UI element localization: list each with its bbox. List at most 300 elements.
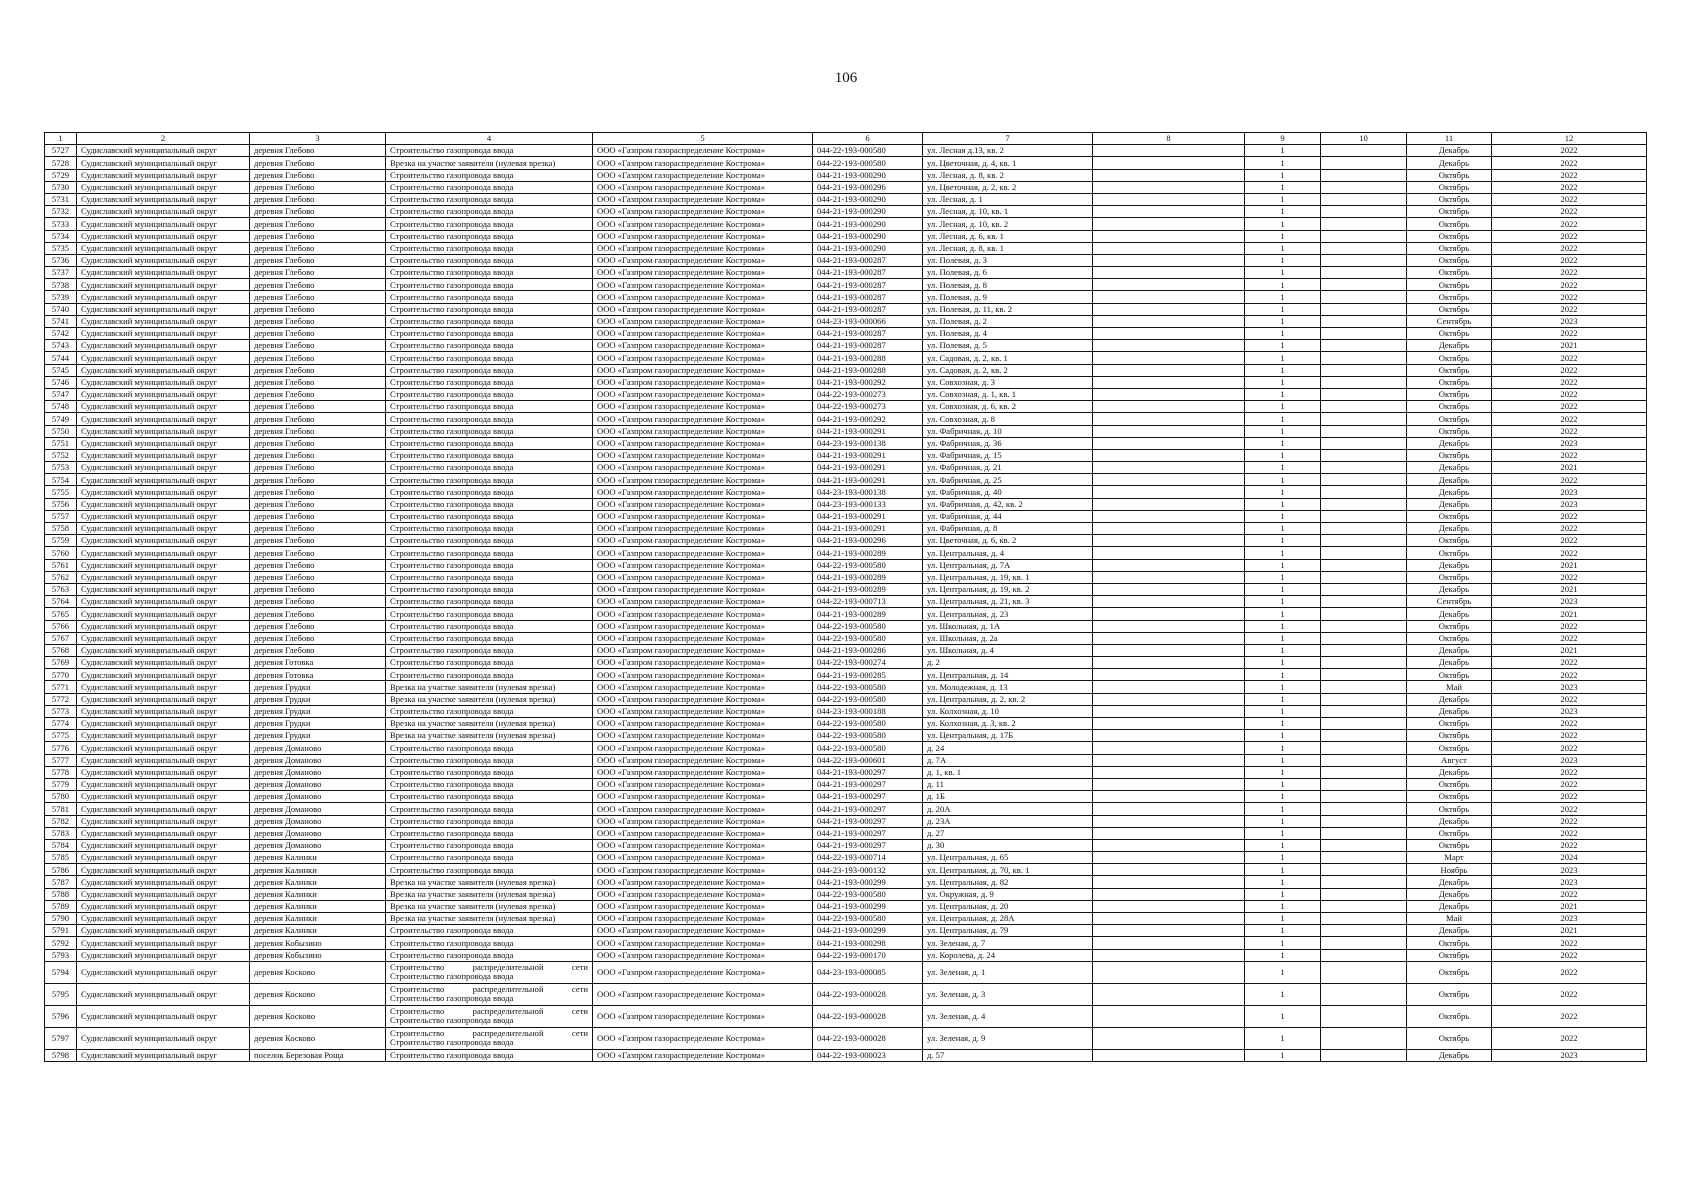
organization-cell: ООО «Газпром газораспределение Кострома»: [593, 827, 813, 839]
settlement-cell: деревня Калинки: [250, 925, 386, 937]
row-number-cell: 5760: [45, 547, 77, 559]
column-10-cell: [1321, 376, 1407, 388]
table-row: [45, 583, 1647, 595]
column-10-cell: [1321, 718, 1407, 730]
organization-cell: ООО «Газпром газораспределение Кострома»: [593, 303, 813, 315]
column-10-cell: [1321, 437, 1407, 449]
quantity-cell: 1: [1245, 328, 1321, 340]
work-type-cell: Строительство газопровода ввода: [386, 315, 593, 327]
month-cell: Март: [1407, 852, 1492, 864]
year-cell: 2023: [1492, 498, 1647, 510]
work-type-cell: Строительство газопровода ввода: [386, 242, 593, 254]
column-10-cell: [1321, 315, 1407, 327]
work-type-cell: Строительство газопровода ввода: [386, 425, 593, 437]
table-row: [45, 815, 1647, 827]
row-number-cell: 5755: [45, 486, 77, 498]
column-10-cell: [1321, 230, 1407, 242]
column-8-cell: [1093, 608, 1245, 620]
column-10-cell: [1321, 328, 1407, 340]
organization-cell: ООО «Газпром газораспределение Кострома»: [593, 535, 813, 547]
quantity-cell: 1: [1245, 425, 1321, 437]
column-8-cell: [1093, 983, 1245, 1005]
column-8-cell: [1093, 888, 1245, 900]
settlement-cell: деревня Глебово: [250, 437, 386, 449]
column-10-cell: [1321, 267, 1407, 279]
row-number-cell: 5768: [45, 644, 77, 656]
table-row: [45, 718, 1647, 730]
year-cell: 2022: [1492, 279, 1647, 291]
row-number-cell: 5747: [45, 388, 77, 400]
quantity-cell: 1: [1245, 291, 1321, 303]
address-cell: ул. Окружная, д. 9: [923, 888, 1093, 900]
organization-cell: ООО «Газпром газораспределение Кострома»: [593, 328, 813, 340]
municipality-cell: Судиславский муниципальный округ: [77, 145, 250, 157]
table-row: [45, 888, 1647, 900]
work-type-cell: Врезка на участке заявителя (нулевая врезка): [386, 730, 593, 742]
address-cell: ул. Центральная, д. 21, кв. 3: [923, 596, 1093, 608]
row-number-cell: 5790: [45, 913, 77, 925]
column-10-cell: [1321, 352, 1407, 364]
column-header: 1: [45, 133, 77, 145]
quantity-cell: 1: [1245, 583, 1321, 595]
column-8-cell: [1093, 413, 1245, 425]
row-number-cell: 5754: [45, 474, 77, 486]
address-cell: ул. Фабричная, д. 15: [923, 449, 1093, 461]
contract-number-cell: 044-21-193-000289: [813, 547, 923, 559]
month-cell: Октябрь: [1407, 571, 1492, 583]
municipality-cell: Судиславский муниципальный округ: [77, 632, 250, 644]
year-cell: 2022: [1492, 352, 1647, 364]
address-cell: ул. Молодежная, д. 13: [923, 681, 1093, 693]
work-type-cell: Строительство газопровода ввода: [386, 388, 593, 400]
settlement-cell: деревня Глебово: [250, 230, 386, 242]
column-10-cell: [1321, 754, 1407, 766]
contract-number-cell: 044-21-193-000288: [813, 352, 923, 364]
work-type-cell: Строительство газопровода ввода: [386, 267, 593, 279]
column-8-cell: [1093, 218, 1245, 230]
quantity-cell: 1: [1245, 608, 1321, 620]
organization-cell: ООО «Газпром газораспределение Кострома»: [593, 608, 813, 620]
column-10-cell: [1321, 474, 1407, 486]
address-cell: ул. Центральная, д. 4: [923, 547, 1093, 559]
address-cell: ул. Королева, д. 24: [923, 949, 1093, 961]
year-cell: 2023: [1492, 876, 1647, 888]
month-cell: Октябрь: [1407, 1027, 1492, 1049]
municipality-cell: Судиславский муниципальный округ: [77, 827, 250, 839]
organization-cell: ООО «Газпром газораспределение Кострома»: [593, 425, 813, 437]
year-cell: 2021: [1492, 559, 1647, 571]
row-number-cell: 5792: [45, 937, 77, 949]
contract-number-cell: 044-22-193-000714: [813, 852, 923, 864]
address-cell: ул. Зеленая, д. 4: [923, 1005, 1093, 1027]
quantity-cell: 1: [1245, 1005, 1321, 1027]
column-10-cell: [1321, 279, 1407, 291]
work-type-cell: Строительство газопровода ввода: [386, 449, 593, 461]
municipality-cell: Судиславский муниципальный округ: [77, 437, 250, 449]
organization-cell: ООО «Газпром газораспределение Кострома»: [593, 1027, 813, 1049]
column-header: 3: [250, 133, 386, 145]
work-type-cell: Строительство газопровода ввода: [386, 937, 593, 949]
month-cell: Октябрь: [1407, 620, 1492, 632]
table-row: [45, 498, 1647, 510]
settlement-cell: деревня Грудки: [250, 730, 386, 742]
year-cell: 2022: [1492, 510, 1647, 522]
table-row: [45, 827, 1647, 839]
contract-number-cell: 044-21-193-000290: [813, 218, 923, 230]
work-type-cell: Врезка на участке заявителя (нулевая врезка): [386, 876, 593, 888]
year-cell: 2022: [1492, 169, 1647, 181]
month-cell: Октябрь: [1407, 449, 1492, 461]
work-type-cell: Врезка на участке заявителя (нулевая врезка): [386, 913, 593, 925]
column-header: 5: [593, 133, 813, 145]
row-number-cell: 5750: [45, 425, 77, 437]
municipality-cell: Судиславский муниципальный округ: [77, 413, 250, 425]
address-cell: ул. Центральная, д. 28А: [923, 913, 1093, 925]
row-number-cell: 5731: [45, 193, 77, 205]
year-cell: 2023: [1492, 864, 1647, 876]
month-cell: Декабрь: [1407, 559, 1492, 571]
month-cell: Октябрь: [1407, 254, 1492, 266]
organization-cell: ООО «Газпром газораспределение Кострома»: [593, 145, 813, 157]
year-cell: 2022: [1492, 376, 1647, 388]
table-row: [45, 413, 1647, 425]
row-number-cell: 5782: [45, 815, 77, 827]
year-cell: 2024: [1492, 852, 1647, 864]
organization-cell: ООО «Газпром газораспределение Кострома»: [593, 766, 813, 778]
municipality-cell: Судиславский муниципальный округ: [77, 791, 250, 803]
municipality-cell: Судиславский муниципальный округ: [77, 705, 250, 717]
contract-number-cell: 044-23-193-000138: [813, 437, 923, 449]
table-row: [45, 376, 1647, 388]
contract-number-cell: 044-21-193-000287: [813, 291, 923, 303]
table-row: [45, 961, 1647, 983]
year-cell: 2022: [1492, 242, 1647, 254]
municipality-cell: Судиславский муниципальный округ: [77, 498, 250, 510]
year-cell: 2022: [1492, 791, 1647, 803]
year-cell: 2023: [1492, 681, 1647, 693]
address-cell: ул. Школьная, д. 1А: [923, 620, 1093, 632]
column-8-cell: [1093, 254, 1245, 266]
column-8-cell: [1093, 644, 1245, 656]
organization-cell: ООО «Газпром газораспределение Кострома»: [593, 583, 813, 595]
municipality-cell: Судиславский муниципальный округ: [77, 644, 250, 656]
address-cell: ул. Центральная, д. 79: [923, 925, 1093, 937]
year-cell: 2022: [1492, 474, 1647, 486]
address-cell: ул. Центральная, д. 14: [923, 669, 1093, 681]
month-cell: Декабрь: [1407, 474, 1492, 486]
contract-number-cell: 044-21-193-000292: [813, 376, 923, 388]
column-8-cell: [1093, 1049, 1245, 1061]
quantity-cell: 1: [1245, 803, 1321, 815]
column-10-cell: [1321, 778, 1407, 790]
row-number-cell: 5774: [45, 718, 77, 730]
table-row: [45, 608, 1647, 620]
contract-number-cell: 044-21-193-000287: [813, 340, 923, 352]
municipality-cell: Судиславский муниципальный округ: [77, 254, 250, 266]
column-10-cell: [1321, 1049, 1407, 1061]
contract-number-cell: 044-21-193-000291: [813, 510, 923, 522]
address-cell: д. 2: [923, 657, 1093, 669]
column-10-cell: [1321, 547, 1407, 559]
row-number-cell: 5735: [45, 242, 77, 254]
year-cell: 2022: [1492, 425, 1647, 437]
work-type-cell: Строительство газопровода ввода: [386, 376, 593, 388]
contract-number-cell: 044-22-193-000274: [813, 657, 923, 669]
organization-cell: ООО «Газпром газораспределение Кострома»: [593, 983, 813, 1005]
contract-number-cell: 044-22-193-000580: [813, 620, 923, 632]
settlement-cell: деревня Глебово: [250, 644, 386, 656]
municipality-cell: Судиславский муниципальный округ: [77, 913, 250, 925]
column-8-cell: [1093, 852, 1245, 864]
row-number-cell: 5738: [45, 279, 77, 291]
organization-cell: ООО «Газпром газораспределение Кострома»: [593, 925, 813, 937]
quantity-cell: 1: [1245, 864, 1321, 876]
month-cell: Октябрь: [1407, 547, 1492, 559]
settlement-cell: деревня Калинки: [250, 876, 386, 888]
settlement-cell: деревня Глебово: [250, 510, 386, 522]
quantity-cell: 1: [1245, 1027, 1321, 1049]
column-10-cell: [1321, 791, 1407, 803]
quantity-cell: 1: [1245, 254, 1321, 266]
address-cell: ул. Фабричная, д. 36: [923, 437, 1093, 449]
column-10-cell: [1321, 852, 1407, 864]
work-type-cell: Строительство газопровода ввода: [386, 218, 593, 230]
month-cell: Сентябрь: [1407, 596, 1492, 608]
month-cell: Октябрь: [1407, 291, 1492, 303]
month-cell: Октябрь: [1407, 267, 1492, 279]
column-10-cell: [1321, 913, 1407, 925]
month-cell: Октябрь: [1407, 742, 1492, 754]
work-type-cell: Строительство газопровода ввода: [386, 413, 593, 425]
row-number-cell: 5733: [45, 218, 77, 230]
row-number-cell: 5745: [45, 364, 77, 376]
address-cell: ул. Колхозная, д. 3, кв. 2: [923, 718, 1093, 730]
column-8-cell: [1093, 303, 1245, 315]
address-cell: ул. Центральная, д. 82: [923, 876, 1093, 888]
settlement-cell: деревня Глебово: [250, 632, 386, 644]
row-number-cell: 5770: [45, 669, 77, 681]
column-10-cell: [1321, 742, 1407, 754]
table-row: [45, 230, 1647, 242]
quantity-cell: 1: [1245, 193, 1321, 205]
contract-number-cell: 044-21-193-000287: [813, 279, 923, 291]
column-8-cell: [1093, 742, 1245, 754]
work-type-cell: Строительство газопровода ввода: [386, 669, 593, 681]
column-10-cell: [1321, 596, 1407, 608]
contract-number-cell: 044-23-193-000138: [813, 486, 923, 498]
table-row: [45, 535, 1647, 547]
year-cell: 2021: [1492, 608, 1647, 620]
column-8-cell: [1093, 925, 1245, 937]
municipality-cell: Судиславский муниципальный округ: [77, 571, 250, 583]
work-type-cell: Строительство газопровода ввода: [386, 925, 593, 937]
quantity-cell: 1: [1245, 983, 1321, 1005]
address-cell: д. 27: [923, 827, 1093, 839]
address-cell: д. 30: [923, 839, 1093, 851]
quantity-cell: 1: [1245, 571, 1321, 583]
work-type-cell: Строительство газопровода ввода: [386, 535, 593, 547]
contract-number-cell: 044-21-193-000297: [813, 766, 923, 778]
organization-cell: ООО «Газпром газораспределение Кострома»: [593, 218, 813, 230]
work-type-cell: Строительство газопровода ввода: [386, 547, 593, 559]
column-8-cell: [1093, 376, 1245, 388]
row-number-cell: 5788: [45, 888, 77, 900]
column-8-cell: [1093, 815, 1245, 827]
municipality-cell: Судиславский муниципальный округ: [77, 983, 250, 1005]
column-8-cell: [1093, 486, 1245, 498]
address-cell: ул. Лесная, д. 10, кв. 2: [923, 218, 1093, 230]
column-10-cell: [1321, 608, 1407, 620]
column-8-cell: [1093, 791, 1245, 803]
address-cell: д. 1Б: [923, 791, 1093, 803]
row-number-cell: 5781: [45, 803, 77, 815]
settlement-cell: деревня Косково: [250, 1005, 386, 1027]
year-cell: 2022: [1492, 632, 1647, 644]
row-number-cell: 5789: [45, 900, 77, 912]
contract-number-cell: 044-22-193-000023: [813, 1049, 923, 1061]
municipality-cell: Судиславский муниципальный округ: [77, 401, 250, 413]
table-row: [45, 839, 1647, 851]
organization-cell: ООО «Газпром газораспределение Кострома»: [593, 730, 813, 742]
month-cell: Декабрь: [1407, 1049, 1492, 1061]
table-row: [45, 291, 1647, 303]
municipality-cell: Судиславский муниципальный округ: [77, 449, 250, 461]
organization-cell: ООО «Газпром газораспределение Кострома»: [593, 510, 813, 522]
year-cell: 2023: [1492, 705, 1647, 717]
quantity-cell: 1: [1245, 754, 1321, 766]
year-cell: 2022: [1492, 230, 1647, 242]
organization-cell: ООО «Газпром газораспределение Кострома»: [593, 937, 813, 949]
table-row: [45, 559, 1647, 571]
municipality-cell: Судиславский муниципальный округ: [77, 888, 250, 900]
column-10-cell: [1321, 583, 1407, 595]
contract-number-cell: 044-21-193-000287: [813, 267, 923, 279]
settlement-cell: деревня Глебово: [250, 486, 386, 498]
column-8-cell: [1093, 705, 1245, 717]
work-type-cell: Строительство газопровода ввода: [386, 571, 593, 583]
year-cell: 2022: [1492, 449, 1647, 461]
column-8-cell: [1093, 425, 1245, 437]
contract-number-cell: 044-21-193-000299: [813, 900, 923, 912]
quantity-cell: 1: [1245, 352, 1321, 364]
month-cell: Октябрь: [1407, 193, 1492, 205]
work-type-cell: Строительство газопровода ввода: [386, 486, 593, 498]
contract-number-cell: 044-21-193-000290: [813, 169, 923, 181]
contract-number-cell: 044-21-193-000288: [813, 364, 923, 376]
settlement-cell: деревня Глебово: [250, 535, 386, 547]
table-row: [45, 596, 1647, 608]
year-cell: 2022: [1492, 839, 1647, 851]
column-header: 10: [1321, 133, 1407, 145]
year-cell: 2022: [1492, 718, 1647, 730]
month-cell: Октябрь: [1407, 425, 1492, 437]
municipality-cell: Судиславский муниципальный округ: [77, 376, 250, 388]
settlement-cell: деревня Доманово: [250, 778, 386, 790]
work-type-cell: Строительство газопровода ввода: [386, 791, 593, 803]
municipality-cell: Судиславский муниципальный округ: [77, 523, 250, 535]
month-cell: Декабрь: [1407, 437, 1492, 449]
municipality-cell: Судиславский муниципальный округ: [77, 608, 250, 620]
work-type-cell: Строительство газопровода ввода: [386, 754, 593, 766]
contract-number-cell: 044-22-193-000580: [813, 888, 923, 900]
column-header: 8: [1093, 133, 1245, 145]
column-10-cell: [1321, 888, 1407, 900]
contract-number-cell: 044-21-193-000289: [813, 583, 923, 595]
organization-cell: ООО «Газпром газораспределение Кострома»: [593, 559, 813, 571]
contract-number-cell: 044-21-193-000299: [813, 876, 923, 888]
table-row: [45, 474, 1647, 486]
settlement-cell: деревня Доманово: [250, 803, 386, 815]
column-header: 2: [77, 133, 250, 145]
row-number-cell: 5748: [45, 401, 77, 413]
settlement-cell: деревня Глебово: [250, 449, 386, 461]
table-row: [45, 730, 1647, 742]
month-cell: Октябрь: [1407, 413, 1492, 425]
year-cell: 2022: [1492, 742, 1647, 754]
contract-number-cell: 044-21-193-000297: [813, 839, 923, 851]
organization-cell: ООО «Газпром газораспределение Кострома»: [593, 315, 813, 327]
quantity-cell: 1: [1245, 523, 1321, 535]
address-cell: ул. Лесная, д. 1: [923, 193, 1093, 205]
address-cell: ул. Фабричная, д. 42, кв. 2: [923, 498, 1093, 510]
work-type-cell: Строительство газопровода ввода: [386, 193, 593, 205]
address-cell: ул. Зеленая, д. 9: [923, 1027, 1093, 1049]
address-cell: ул. Совхозная, д. 8: [923, 413, 1093, 425]
contract-number-cell: 044-21-193-000297: [813, 778, 923, 790]
municipality-cell: Судиславский муниципальный округ: [77, 583, 250, 595]
settlement-cell: деревня Грудки: [250, 718, 386, 730]
settlement-cell: деревня Косково: [250, 961, 386, 983]
table-row: [45, 449, 1647, 461]
column-10-cell: [1321, 401, 1407, 413]
year-cell: 2022: [1492, 571, 1647, 583]
year-cell: 2022: [1492, 778, 1647, 790]
settlement-cell: деревня Глебово: [250, 242, 386, 254]
month-cell: Октябрь: [1407, 1005, 1492, 1027]
row-number-cell: 5766: [45, 620, 77, 632]
contract-number-cell: 044-21-193-000285: [813, 669, 923, 681]
table-row: [45, 523, 1647, 535]
table-row: [45, 983, 1647, 1005]
work-type-cell: Строительство распределительной сети Строительство газопровода ввода: [386, 983, 593, 1005]
municipality-cell: Судиславский муниципальный округ: [77, 169, 250, 181]
organization-cell: ООО «Газпром газораспределение Кострома»: [593, 669, 813, 681]
municipality-cell: Судиславский муниципальный округ: [77, 815, 250, 827]
settlement-cell: деревня Калинки: [250, 888, 386, 900]
quantity-cell: 1: [1245, 730, 1321, 742]
year-cell: 2022: [1492, 815, 1647, 827]
month-cell: Декабрь: [1407, 657, 1492, 669]
column-10-cell: [1321, 388, 1407, 400]
work-type-cell: Строительство газопровода ввода: [386, 644, 593, 656]
table-row: [45, 937, 1647, 949]
month-cell: Декабрь: [1407, 498, 1492, 510]
organization-cell: ООО «Газпром газораспределение Кострома»: [593, 839, 813, 851]
table-row: [45, 791, 1647, 803]
address-cell: ул. Цветочная, д. 2, кв. 2: [923, 181, 1093, 193]
settlement-cell: деревня Глебово: [250, 364, 386, 376]
organization-cell: ООО «Газпром газораспределение Кострома»: [593, 803, 813, 815]
organization-cell: ООО «Газпром газораспределение Кострома»: [593, 254, 813, 266]
month-cell: Октябрь: [1407, 778, 1492, 790]
contract-number-cell: 044-23-193-000188: [813, 705, 923, 717]
month-cell: Октябрь: [1407, 803, 1492, 815]
municipality-cell: Судиславский муниципальный округ: [77, 852, 250, 864]
column-10-cell: [1321, 766, 1407, 778]
work-type-cell: Строительство газопровода ввода: [386, 583, 593, 595]
column-10-cell: [1321, 413, 1407, 425]
month-cell: Декабрь: [1407, 462, 1492, 474]
